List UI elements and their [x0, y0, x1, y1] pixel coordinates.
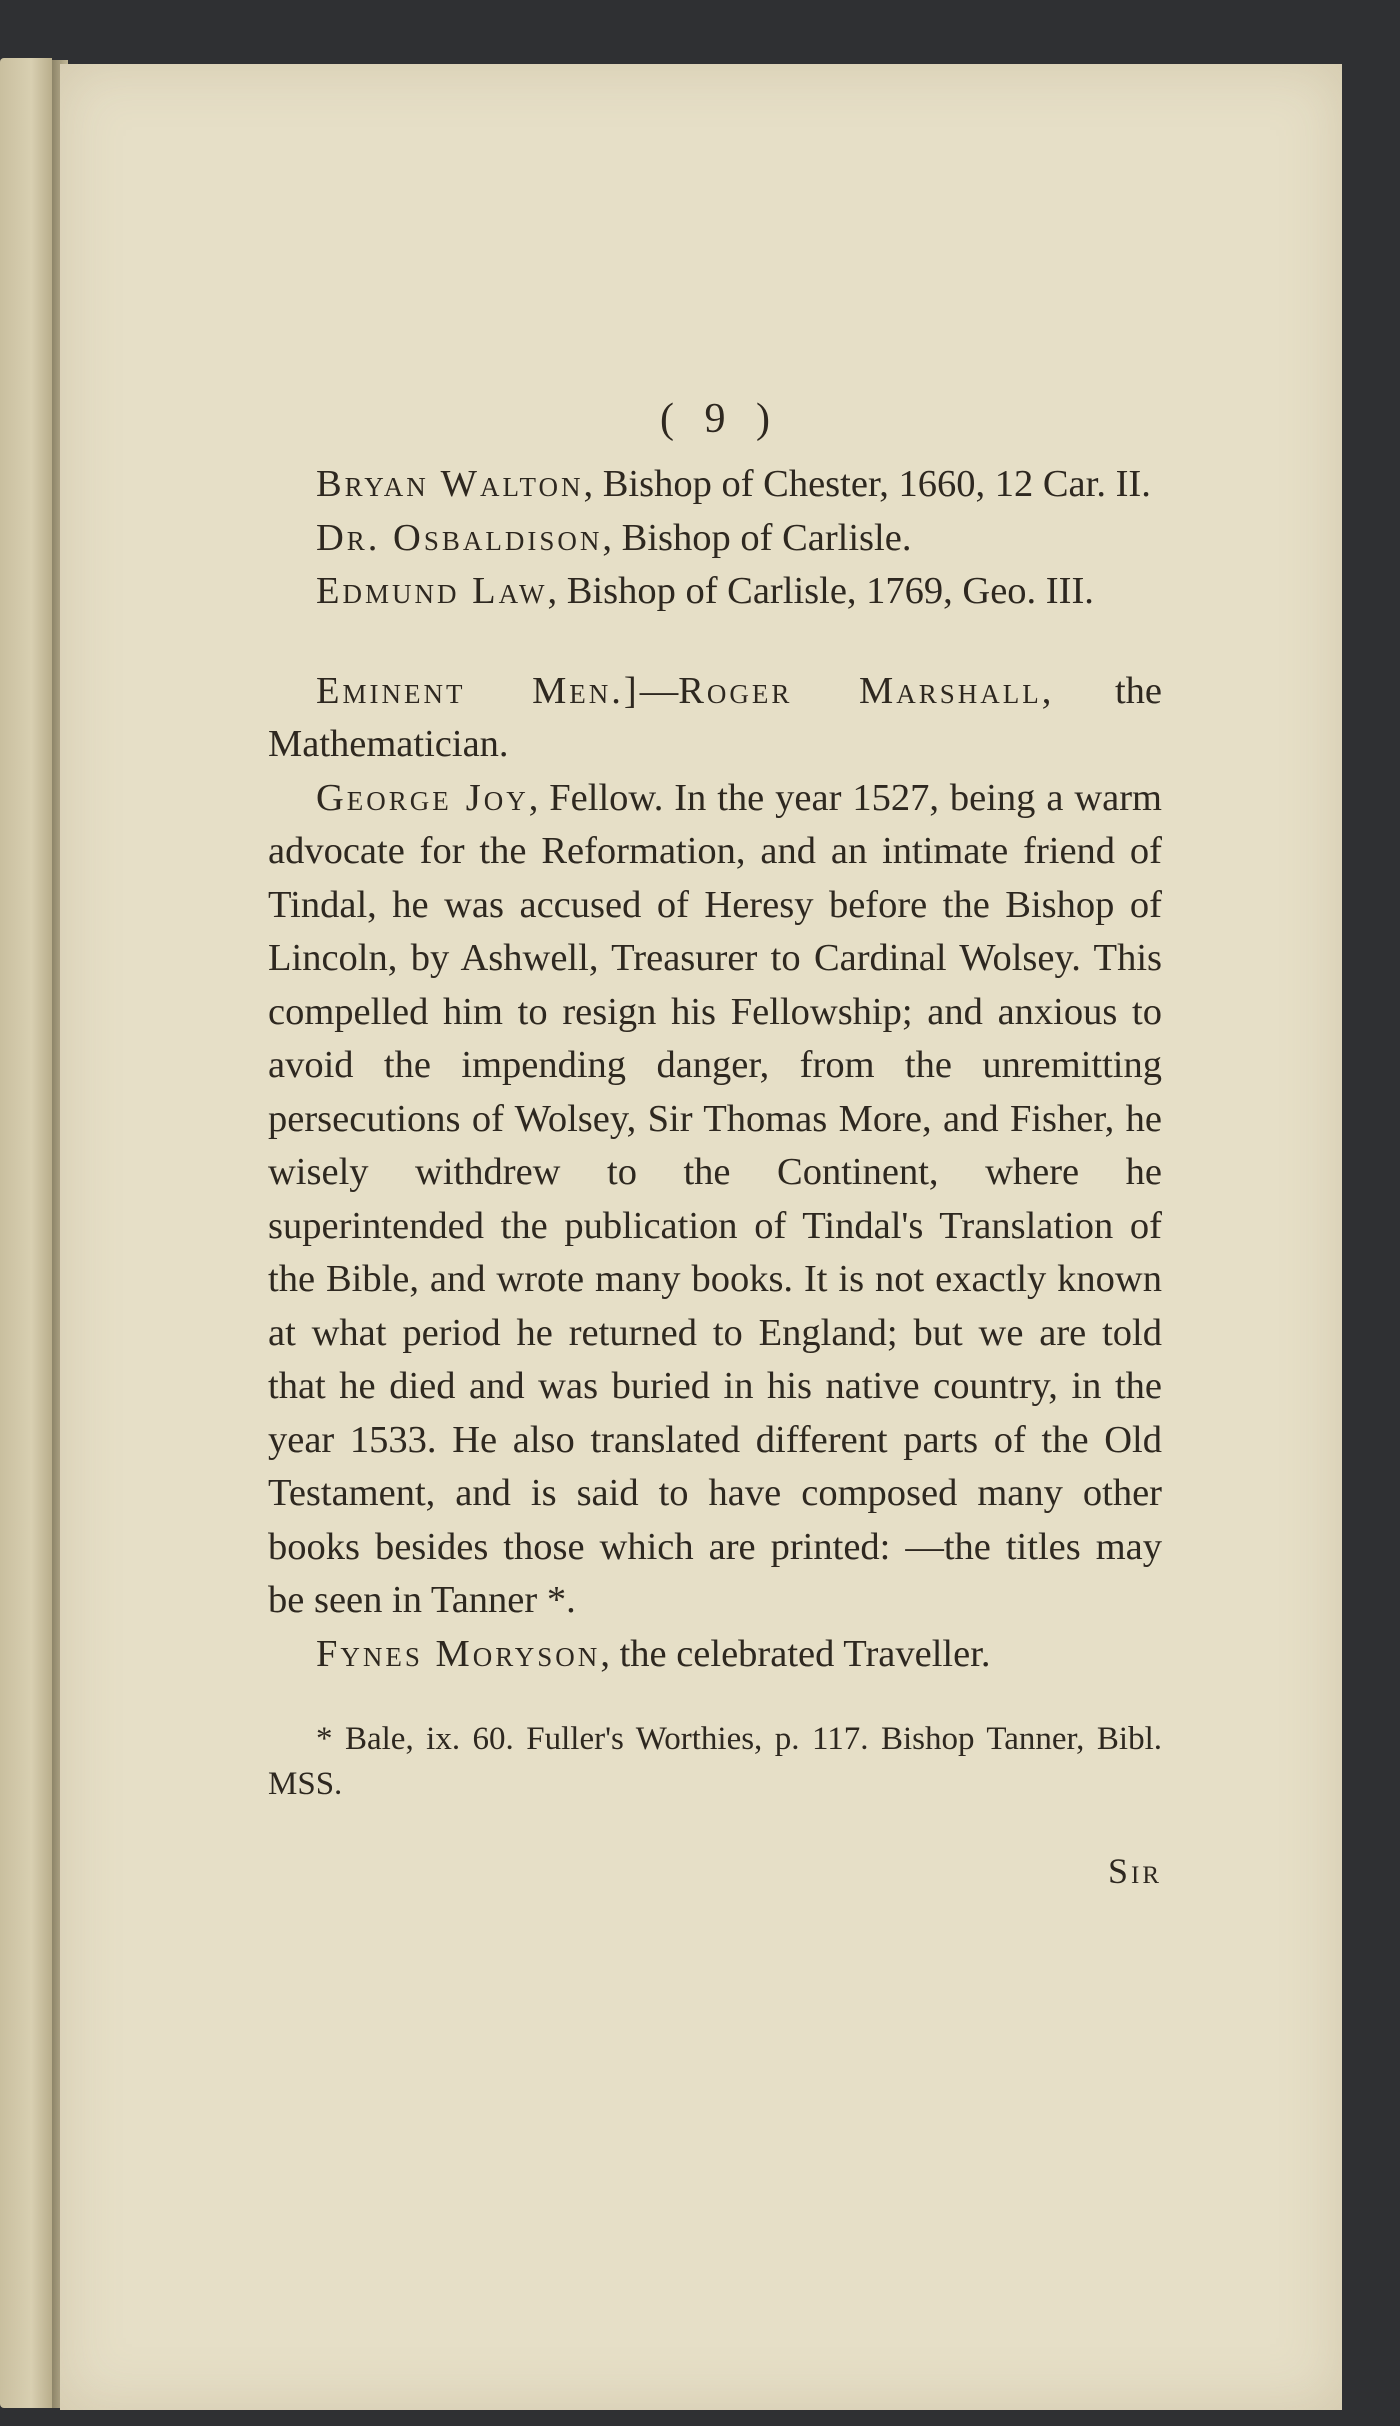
section-heading: Eminent Men.]	[316, 669, 640, 712]
entry-name: George Joy	[316, 776, 529, 819]
section-spacer	[268, 619, 1162, 665]
entry-walton	[268, 458, 1162, 512]
section-dash: —	[639, 669, 679, 712]
facing-page-edge	[0, 58, 52, 2408]
entry-eminent-men	[268, 665, 1162, 772]
page-text	[268, 394, 1162, 1899]
entry-name: Fynes Moryson	[316, 1632, 601, 1675]
entry-name: Dr. Osbaldison	[316, 516, 603, 559]
entry-text: , Fellow. In the year 1527, being a warm advocate for the Reformation, and an intimate friend of Tindal, he was accused of Heresy before the Bishop of Lincoln, by Ashwell, Treasurer to Cardinal Wolsey. This compelled him to resign his Fellowship; and anxious to avoid the impending danger, from the unremitting persecutions of Wolsey, Sir Thomas More, and Fisher, he wisely withdrew to the Continent, where he superintended the publication of Tindal's Translation of the Bible, and wrote many books. It is not exactly known at what period he returned to England; but we are told that he died and was buried in his native country, in the year 1533. He also translated different parts of the Old Testament, and is said to have composed many other books besides those which are printed: —the titles may be seen in Tanner *.	[268, 776, 1162, 1621]
entry-text: , Bishop of Chester, 1660, 12 Car. II.	[583, 463, 1151, 505]
entry-text: , Bishop of Carlisle.	[602, 516, 912, 559]
page-number: ( 9 )	[660, 396, 770, 442]
footnote-spacer	[268, 1681, 1162, 1717]
entry-text: , the celebrated Traveller.	[600, 1632, 991, 1675]
entry-text: , Bishop of Carlisle, 1769, Geo. III.	[547, 570, 1094, 612]
entry-name: Bryan Walton	[316, 463, 584, 505]
entry-moryson	[268, 1628, 1162, 1682]
footnote: * Bale, ix. 60. Fuller's Worthies, p. 117. Bishop Tanner, Bibl. MSS.	[268, 1721, 1162, 1802]
book-page	[60, 64, 1342, 2410]
entry-osbaldison	[268, 512, 1162, 566]
entry-law	[268, 565, 1162, 619]
entry-name: Roger Marshall	[678, 669, 1042, 712]
entry-text: , the Mathematician.	[268, 669, 1162, 765]
catchword: Sir	[1107, 1851, 1162, 1891]
entry-name: Edmund Law	[316, 570, 548, 612]
entry-joy	[268, 772, 1162, 1628]
